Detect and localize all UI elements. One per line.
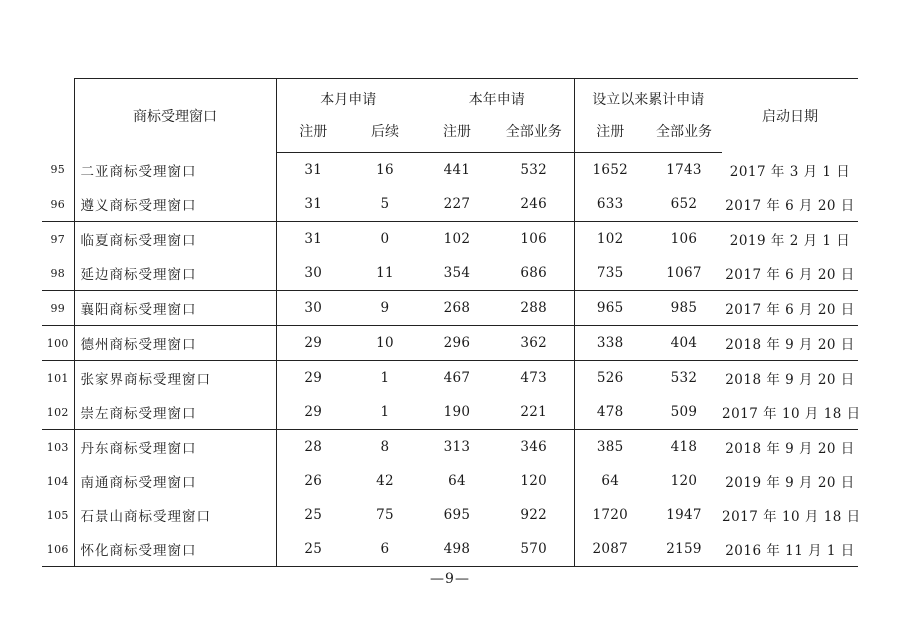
yearly-register: 296 <box>420 326 494 361</box>
table-row <box>42 532 858 567</box>
monthly-register: 28 <box>304 439 323 455</box>
window-name: 襄阳商标受理窗口 <box>74 291 276 326</box>
monthly-subsequent: 5 <box>350 187 420 222</box>
cumulative-all: 120 <box>670 473 698 489</box>
cumulative-all: 1067 <box>646 256 722 291</box>
window-name: 南通商标受理窗口 <box>74 464 276 498</box>
yearly-register: 268 <box>420 291 494 326</box>
cumulative-all: 532 <box>670 370 698 386</box>
header-no <box>42 79 74 153</box>
cumulative-all: 106 <box>670 231 698 247</box>
yearly-all: 120 <box>494 464 574 498</box>
monthly-subsequent: 42 <box>376 473 394 489</box>
table-row <box>42 498 858 532</box>
subheader-yearly-register: 注册 <box>420 116 494 153</box>
cumulative-register: 64 <box>601 473 620 489</box>
subheader-monthly-register: 注册 <box>276 116 350 153</box>
table-row <box>42 256 858 291</box>
yearly-all: 922 <box>494 498 574 532</box>
cumulative-all: 1947 <box>666 507 702 523</box>
yearly-register: 695 <box>443 507 471 523</box>
monthly-subsequent: 1 <box>380 370 390 386</box>
cumulative-register: 2087 <box>574 532 646 567</box>
cumulative-register: 478 <box>574 395 646 430</box>
header-monthly: 本月申请 <box>276 79 420 117</box>
window-name: 临夏商标受理窗口 <box>74 222 276 257</box>
yearly-all: 221 <box>494 395 574 430</box>
start-date: 2017 年 10 月 18 日 <box>722 395 858 430</box>
start-date: 2018 年 9 月 20 日 <box>725 441 855 457</box>
monthly-subsequent: 6 <box>350 532 420 567</box>
row-number: 95 <box>50 163 66 177</box>
table-body <box>42 153 861 567</box>
row-number: 106 <box>42 532 74 567</box>
monthly-subsequent: 8 <box>380 439 390 455</box>
monthly-register: 31 <box>276 187 350 222</box>
yearly-all: 686 <box>494 256 574 291</box>
row-number: 98 <box>42 256 74 291</box>
page-number: —9— <box>430 571 470 587</box>
cumulative-register: 1652 <box>592 162 629 178</box>
monthly-register: 25 <box>276 532 350 567</box>
table-header <box>42 79 858 153</box>
yearly-all: 362 <box>494 326 574 361</box>
cumulative-all: 509 <box>646 395 722 430</box>
yearly-register: 227 <box>420 187 494 222</box>
start-date: 2019 年 2 月 1 日 <box>729 233 851 249</box>
cumulative-register: 385 <box>596 439 624 455</box>
yearly-register: 441 <box>443 162 471 178</box>
monthly-subsequent: 75 <box>376 507 394 523</box>
start-date: 2017 年 6 月 20 日 <box>722 291 858 326</box>
yearly-register: 102 <box>443 231 471 247</box>
yearly-all: 106 <box>494 222 574 257</box>
header-start-date: 启动日期 <box>722 79 858 153</box>
start-date: 2019 年 9 月 20 日 <box>725 475 855 491</box>
window-name: 遵义商标受理窗口 <box>74 187 276 222</box>
monthly-register: 31 <box>304 162 323 178</box>
window-name: 崇左商标受理窗口 <box>74 395 276 430</box>
row-number: 103 <box>46 440 69 454</box>
monthly-register: 30 <box>276 256 350 291</box>
table-row <box>42 153 858 188</box>
row-number: 97 <box>50 232 66 246</box>
row-number: 100 <box>42 326 74 361</box>
cumulative-all: 404 <box>646 326 722 361</box>
table-row <box>42 430 858 465</box>
start-date: 2017 年 6 月 20 日 <box>722 256 858 291</box>
table-row <box>42 222 858 257</box>
subheader-yearly-all: 全部业务 <box>494 116 574 153</box>
yearly-register: 498 <box>420 532 494 567</box>
monthly-register: 30 <box>276 291 350 326</box>
yearly-register: 313 <box>443 439 471 455</box>
start-date: 2017 年 10 月 18 日 <box>722 509 861 525</box>
table-row <box>42 361 858 396</box>
cumulative-all: 652 <box>646 187 722 222</box>
yearly-register: 354 <box>420 256 494 291</box>
yearly-all: 473 <box>494 361 574 396</box>
cumulative-register: 633 <box>574 187 646 222</box>
cumulative-register: 338 <box>574 326 646 361</box>
cumulative-register: 526 <box>596 370 624 386</box>
yearly-all: 346 <box>494 430 574 465</box>
yearly-all: 532 <box>494 153 574 188</box>
yearly-register: 64 <box>448 473 466 489</box>
row-number: 101 <box>46 371 69 385</box>
window-name: 怀化商标受理窗口 <box>74 532 276 567</box>
monthly-subsequent: 11 <box>350 256 420 291</box>
monthly-register: 31 <box>304 231 323 247</box>
start-date: 2017 年 6 月 20 日 <box>722 187 858 222</box>
monthly-register: 29 <box>304 370 323 386</box>
cumulative-register: 965 <box>574 291 646 326</box>
start-date: 2018 年 9 月 20 日 <box>725 372 855 388</box>
monthly-subsequent: 10 <box>350 326 420 361</box>
window-name: 延边商标受理窗口 <box>74 256 276 291</box>
window-name: 丹东商标受理窗口 <box>74 430 276 465</box>
table-row <box>42 395 858 430</box>
monthly-register: 29 <box>276 326 350 361</box>
subheader-cumulative-register: 注册 <box>574 116 646 153</box>
yearly-register: 190 <box>420 395 494 430</box>
cumulative-all: 1743 <box>666 162 702 178</box>
start-date: 2017 年 3 月 1 日 <box>729 163 851 180</box>
row-number: 102 <box>42 395 74 430</box>
cumulative-all: 2159 <box>646 532 722 567</box>
monthly-register: 26 <box>304 473 323 489</box>
cumulative-register: 102 <box>596 231 624 247</box>
table-row <box>42 326 858 361</box>
subheader-cumulative-all: 全部业务 <box>646 116 722 153</box>
subheader-monthly-subsequent: 后续 <box>350 116 420 153</box>
trademark-window-table <box>42 78 861 567</box>
monthly-register: 25 <box>304 507 323 523</box>
row-number: 96 <box>42 187 74 222</box>
start-date: 2016 年 11 月 1 日 <box>722 532 858 567</box>
monthly-subsequent: 9 <box>350 291 420 326</box>
header-yearly: 本年申请 <box>420 79 574 117</box>
window-name: 石景山商标受理窗口 <box>74 498 276 532</box>
cumulative-register: 735 <box>574 256 646 291</box>
cumulative-register: 1720 <box>592 507 629 523</box>
table-row <box>42 464 858 498</box>
yearly-all: 570 <box>494 532 574 567</box>
monthly-subsequent: 0 <box>380 231 390 247</box>
header-window: 商标受理窗口 <box>74 79 276 153</box>
table-row <box>42 187 858 222</box>
cumulative-all: 985 <box>646 291 722 326</box>
row-number: 105 <box>46 508 69 522</box>
yearly-all: 246 <box>494 187 574 222</box>
yearly-all: 288 <box>494 291 574 326</box>
table-row <box>42 291 858 326</box>
row-number: 104 <box>46 474 69 488</box>
monthly-register: 29 <box>276 395 350 430</box>
start-date: 2018 年 9 月 20 日 <box>722 326 858 361</box>
header-cumulative: 设立以来累计申请 <box>574 79 722 117</box>
window-name: 德州商标受理窗口 <box>74 326 276 361</box>
row-number: 99 <box>42 291 74 326</box>
window-name: 张家界商标受理窗口 <box>74 361 276 396</box>
monthly-subsequent: 16 <box>376 162 394 178</box>
window-name: 二亚商标受理窗口 <box>74 153 276 188</box>
yearly-register: 467 <box>443 370 471 386</box>
monthly-subsequent: 1 <box>350 395 420 430</box>
cumulative-all: 418 <box>670 439 698 455</box>
